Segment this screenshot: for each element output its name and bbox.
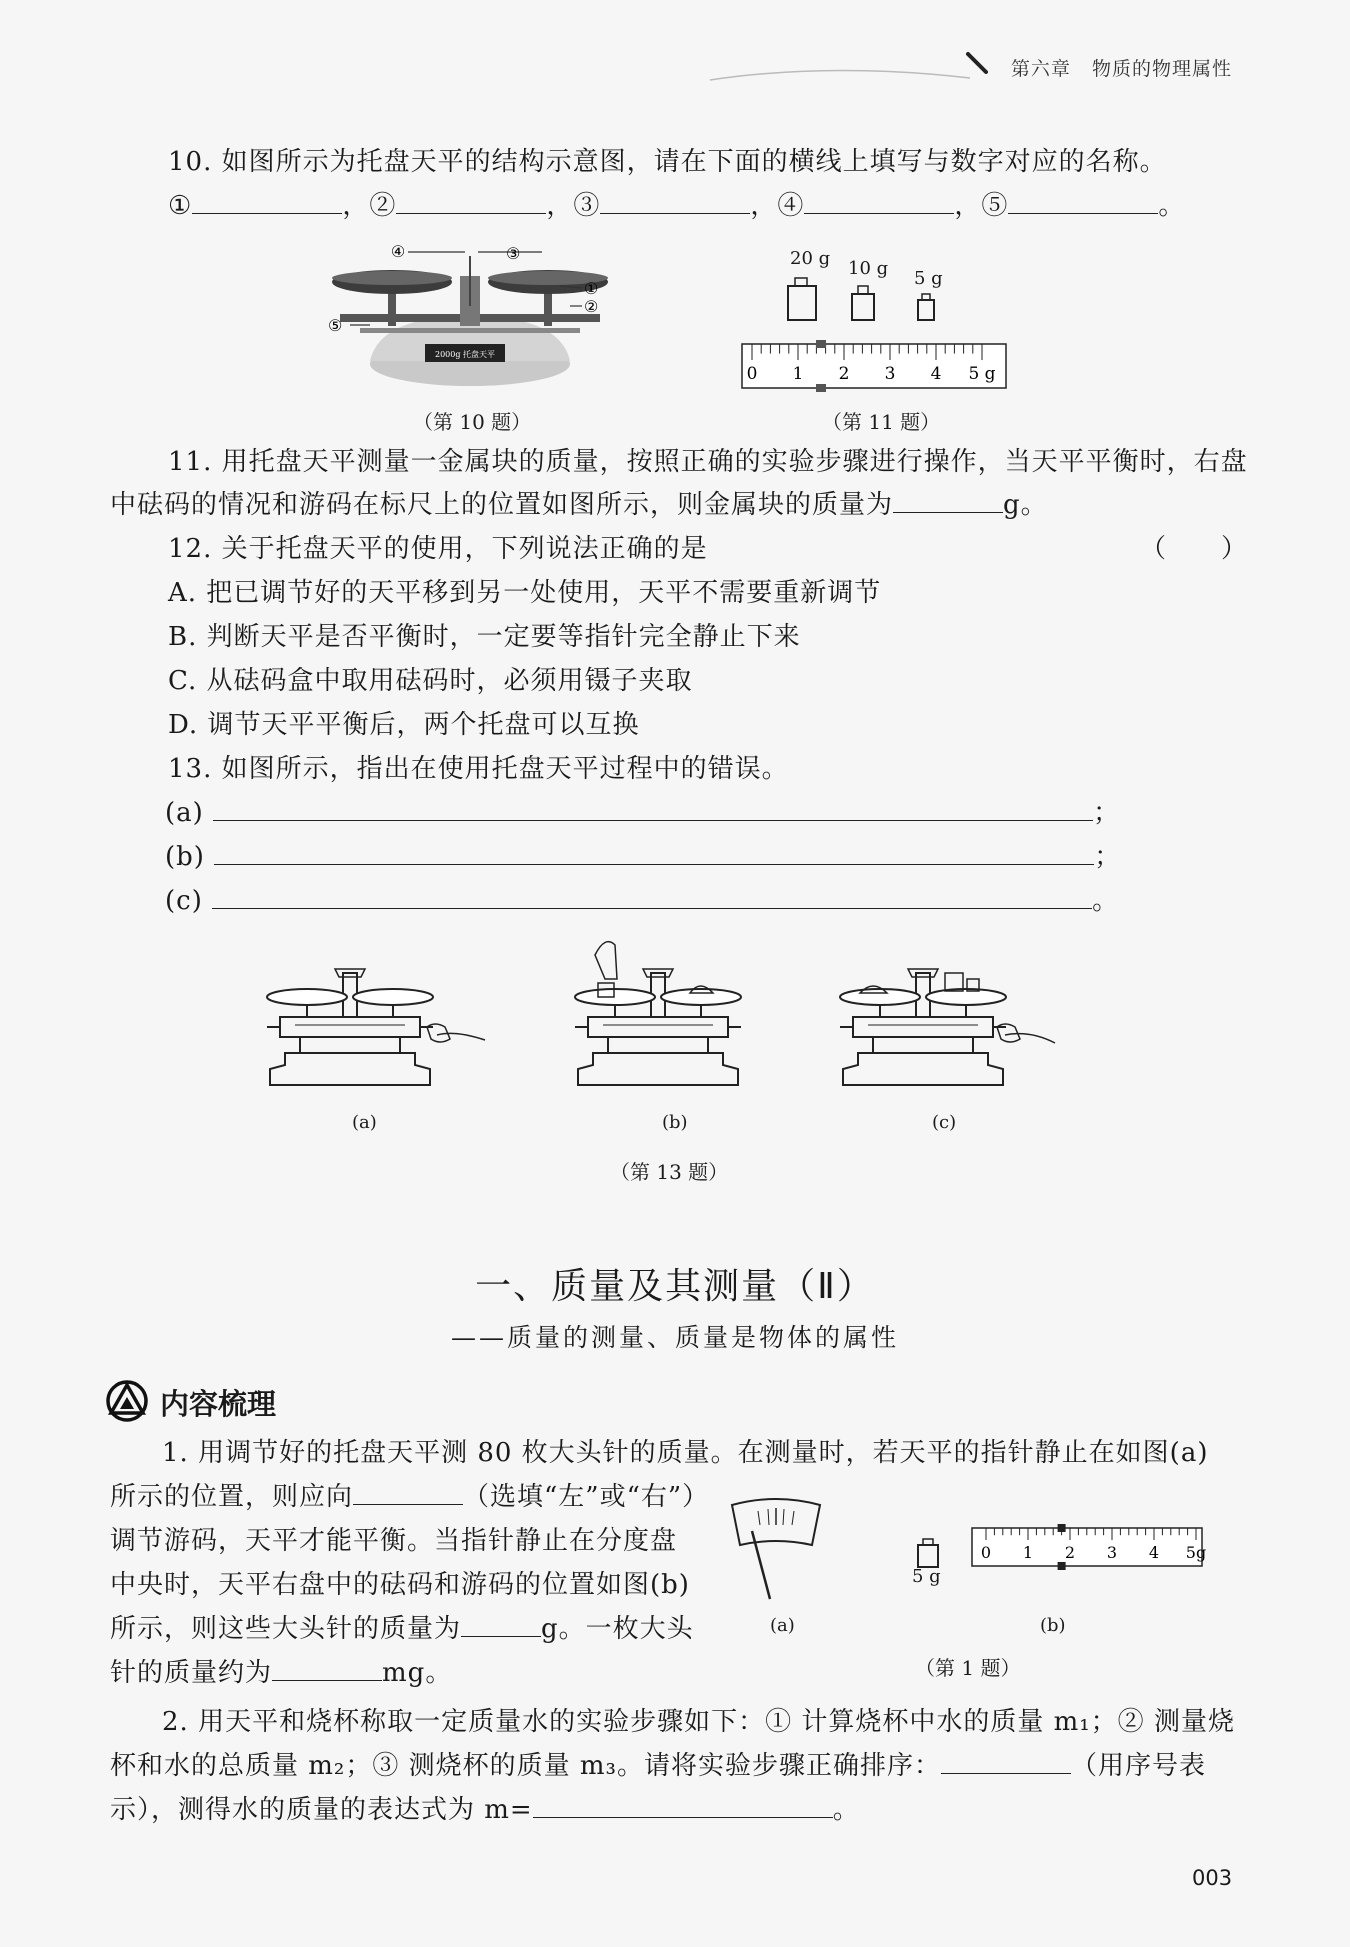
p1-weight-label: 5 g [912, 1566, 941, 1587]
p2-blank-order[interactable] [941, 1751, 1071, 1774]
q10-blank-5[interactable] [1008, 191, 1158, 214]
section-title: 一、质量及其测量（Ⅱ） [475, 1266, 875, 1307]
ruler-tick-label: 0 [746, 364, 758, 384]
q13-blank-b[interactable] [214, 842, 1094, 865]
q13-answer-a: (a) ； [165, 798, 1121, 828]
p2-blank-expression[interactable] [533, 1795, 833, 1818]
p1-rider [1058, 1524, 1066, 1532]
q10-blank-3[interactable] [600, 191, 750, 214]
q12-answer-paren[interactable]: （ ） [1140, 534, 1249, 564]
q13-blank-c[interactable] [212, 886, 1092, 909]
p1-caption: （第 1 题） [915, 1656, 1021, 1680]
section-subtitle: ——质量的测量、质量是物体的属性 [450, 1323, 899, 1352]
ruler-tick-label: 4 [930, 364, 942, 384]
q12-option-b: B. 判断天平是否平衡时，一定要等指针完全静止下来 [168, 622, 801, 652]
p1-line1: 1. 用调节好的托盘天平测 80 枚大头针的质量。在测量时，若天平的指针静止在如图(a) [162, 1438, 1209, 1468]
balance-a-icon [267, 969, 433, 1085]
running-header [1011, 54, 1232, 81]
q13-answer-c: (c) 。 [165, 886, 1120, 916]
svg-text:①: ① [584, 279, 599, 298]
q11-line2: 中砝码的情况和游码在标尺上的位置如图所示，则金属块的质量为 g。 [110, 490, 1048, 520]
p1-blank-direction[interactable] [353, 1482, 463, 1505]
p1-line3: 调节游码，天平才能平衡。当指针静止在分度盘 [110, 1526, 678, 1556]
p2-line1: 2. 用天平和烧杯称取一定质量水的实验步骤如下：① 计算烧杯中水的质量 m₁；② 测量烧 [162, 1707, 1235, 1737]
q10-blanks-row: ① ，② ，③ ，④ ，⑤ 。 [168, 191, 1186, 221]
q11-rider-bottom [816, 384, 826, 392]
ruler-tick-label: 3 [884, 364, 896, 384]
chapter-title: 物质的物理属性 [1091, 58, 1232, 80]
q10-balance-figure [320, 236, 620, 396]
q11-blank[interactable] [893, 490, 1003, 513]
p1-line2: 所示的位置，则应向 （选填“左”或“右”） [110, 1482, 710, 1512]
p1-fig-b-label: (b) [1040, 1615, 1066, 1636]
q11-line1: 11. 用托盘天平测量一金属块的质量，按照正确的实验步骤进行操作，当天平平衡时，右盘 [168, 447, 1248, 477]
svg-text:⑤: ⑤ [328, 316, 343, 335]
p1-ruler [970, 1522, 1206, 1574]
p1-fig-a-label: (a) [770, 1615, 795, 1636]
q12-stem: 12. 关于托盘天平的使用，下列说法正确的是 [168, 534, 708, 564]
q11-caption: （第 11 题） [822, 410, 941, 434]
header-swoosh-icon [700, 40, 1000, 90]
p2-line2: 杯和水的总质量 m₂；③ 测烧杯的质量 m₃。请将实验步骤正确排序： （用序号表 [110, 1751, 1206, 1781]
q12-option-c: C. 从砝码盒中取用砝码时，必须用镊子夹取 [168, 666, 693, 696]
q13-blank-a[interactable] [213, 798, 1093, 821]
q13-sub-caption: (a) [352, 1112, 377, 1133]
page-number: 003 [1192, 1866, 1233, 1890]
ruler-tick-label: 4 [1148, 1543, 1160, 1562]
q13-sub-caption: (c) [932, 1112, 957, 1133]
svg-text:②: ② [584, 297, 599, 316]
q12-option-d: D. 调节天平平衡后，两个托盘可以互换 [168, 710, 640, 740]
q12-option-a: A. 把已调节好的天平移到另一处使用，天平不需要重新调节 [168, 578, 882, 608]
q10-blank-4[interactable] [804, 191, 954, 214]
q11-weight-label: 10 g [848, 258, 889, 279]
ruler-tick-label: 1 [1022, 1543, 1034, 1562]
balance-c-icon [840, 969, 1006, 1085]
q13-answer-b: (b) ； [165, 842, 1122, 872]
q10-blank-2[interactable] [396, 191, 546, 214]
ruler-tick-label: 2 [838, 364, 850, 384]
ruler-tick-label: 1 [792, 364, 804, 384]
p1-blank-total[interactable] [461, 1614, 541, 1637]
q13-sub-caption: (b) [662, 1112, 688, 1133]
ruler-tick-label: 3 [1106, 1543, 1118, 1562]
q13-figures [245, 935, 1095, 1095]
p1-line4: 中央时，天平右盘中的砝码和游码的位置如图(b) [110, 1570, 690, 1600]
q10-caption: （第 10 题） [413, 410, 532, 434]
p2-line3: 示），测得水的质量的表达式为 m= 。 [110, 1795, 860, 1825]
content-review-heading: 内容梳理 [160, 1387, 277, 1421]
svg-text:③: ③ [506, 244, 521, 263]
q11-weights-icon [780, 270, 950, 326]
q11-ruler [740, 336, 1010, 398]
triangle-heading-icon [106, 1380, 152, 1422]
ruler-tick-label: 2 [1064, 1543, 1076, 1562]
p1-rider-bottom [1058, 1562, 1066, 1570]
q11-weight-label: 20 g [790, 248, 831, 269]
q10-stem: 10. 如图所示为托盘天平的结构示意图，请在下面的横线上填写与数字对应的名称。 [168, 147, 1167, 177]
p1-blank-single[interactable] [272, 1658, 382, 1681]
p1-line5: 所示，则这些大头针的质量为 g。一枚大头 [110, 1614, 694, 1644]
ruler-tick-label: 0 [980, 1543, 992, 1562]
chapter-label: 第六章 [1010, 58, 1071, 80]
q13-stem: 13. 如图所示，指出在使用托盘天平过程中的错误。 [168, 754, 789, 784]
q13-caption: （第 13 题） [610, 1160, 729, 1184]
q11-weight-label: 5 g [914, 268, 943, 289]
balance-b-icon [575, 969, 741, 1085]
ruler-tick-label: 5 g [968, 364, 996, 384]
p1-dial-figure [718, 1495, 838, 1605]
q11-rider [816, 340, 826, 348]
ruler-tick-label: 5g [1185, 1543, 1206, 1562]
svg-text:④: ④ [390, 242, 406, 261]
q10-blank-1[interactable] [192, 191, 342, 214]
p1-line6: 针的质量约为 mg。 [110, 1658, 453, 1688]
q10-plate-text: 2000g 托盘天平 [434, 350, 496, 359]
